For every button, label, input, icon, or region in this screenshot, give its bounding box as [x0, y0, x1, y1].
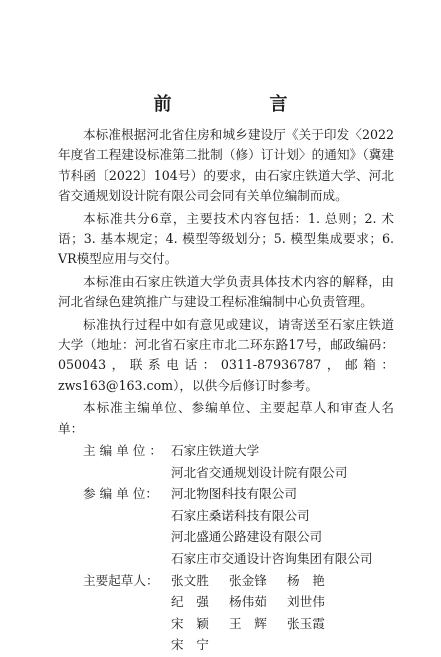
participant-units-values — [171, 484, 394, 570]
drafters-values — [171, 571, 394, 657]
drafter-name: 张金锋 — [229, 572, 267, 588]
chief-units-row — [58, 441, 394, 484]
chief-unit: 河北省交通规划设计院有限公司 — [171, 464, 348, 480]
chief-units-label: 主 编 单 位 ： — [83, 443, 162, 459]
participant-units-row — [58, 484, 394, 570]
participant-unit: 河北物图科技有限公司 — [171, 486, 297, 502]
paragraph-basis: 本标准根据河北省住房和城乡建设厅《关于印发〈2022年度省工程建设标准第二批制（修）订计划〉的通知》（冀建节科函〔2022〕104号）的要求，由石家庄铁道大学、河北省交通规划设计院有限公司会同有关单位编制而成。 — [58, 127, 394, 204]
paragraph-feedback: 标准执行过程中如有意见或建议，请寄送至石家庄铁道大学（地址：河北省石家庄市北二环东路17号，邮政编码：050043，联系电话：0311-87936787，邮箱：zws163@163.com），以供今后修订时参考。 — [58, 316, 394, 393]
participant-unit: 石家庄市交通设计咨询集团有限公司 — [171, 551, 373, 567]
foreword-body — [58, 125, 394, 657]
drafter-name: 张玉霞 — [287, 615, 325, 631]
drafters-label: 主要起草人： — [83, 572, 159, 588]
participant-unit: 河北盛通公路建设有限公司 — [171, 529, 323, 545]
drafter-name: 张文胜 — [171, 572, 209, 588]
paragraph-list-intro: 本标准主编单位、参编单位、主要起草人和审查人名单： — [58, 400, 394, 436]
drafter-name: 宋 宁 — [171, 637, 209, 653]
page-title: 前 言 — [153, 94, 328, 115]
drafter-name: 纪 强 — [171, 594, 209, 610]
paragraph-responsibility: 本标准由石家庄铁道大学负责具体技术内容的解释，由河北省绿色建筑推广与建设工程标准编制中心负责管理。 — [58, 273, 394, 310]
drafter-name: 宋 颖 — [171, 615, 209, 631]
chief-unit: 石家庄铁道大学 — [171, 443, 260, 459]
participant-units-label: 参 编 单 位： — [83, 486, 158, 502]
drafter-name: 杨伟茹 — [229, 594, 267, 610]
drafters-row — [58, 571, 394, 657]
contributors-list — [58, 441, 394, 657]
drafter-name: 王 辉 — [229, 615, 267, 631]
paragraph-contents: 本标准共分6章，主要技术内容包括：1. 总则；2. 术语；3. 基本规定；4. 模型等级划分；5. 模型集成要求；6. VR模型应用与交付。 — [58, 210, 394, 267]
chief-units-values — [171, 441, 394, 484]
participant-unit: 石家庄桑诺科技有限公司 — [171, 507, 310, 523]
drafter-name: 刘世伟 — [287, 594, 325, 610]
drafter-name: 杨 艳 — [287, 572, 325, 588]
